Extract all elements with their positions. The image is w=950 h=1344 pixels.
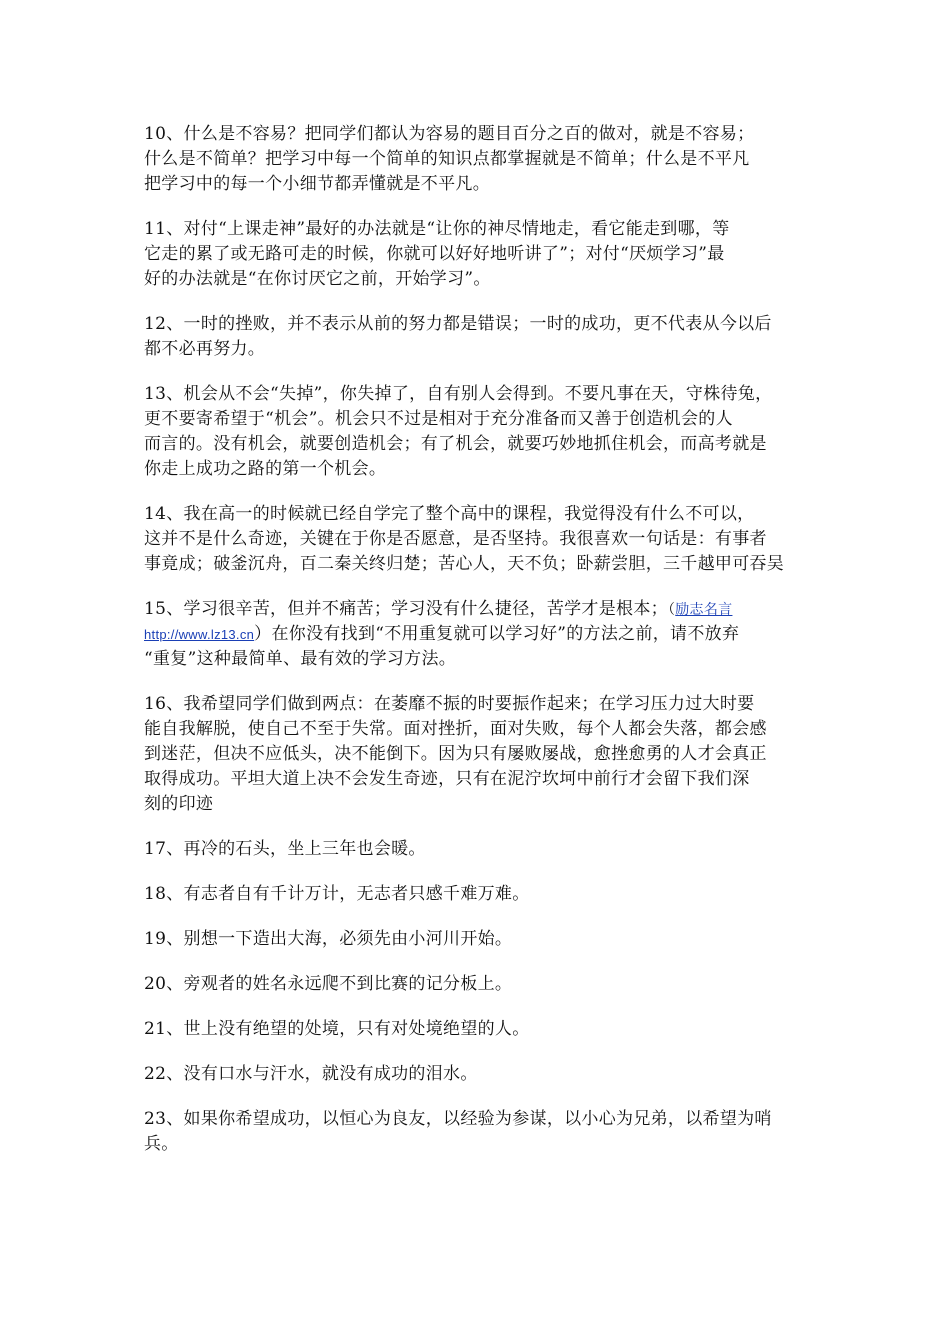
text-line: 20、旁观者的姓名永远爬不到比赛的记分板上。 xyxy=(144,974,513,994)
url-link[interactable]: http://www.lz13.cn xyxy=(144,627,255,642)
paragraph-15-text: 15、学习很辛苦，但并不痛苦；学习没有什么捷径，苦学才是根本； xyxy=(144,599,668,619)
paragraph-18 xyxy=(144,882,808,907)
text-line: 21、世上没有绝望的处境，只有对处境绝望的人。 xyxy=(144,1019,530,1039)
paragraph-23 xyxy=(144,1107,808,1157)
document-body xyxy=(144,122,808,1177)
paragraph-19 xyxy=(144,927,808,952)
text-line xyxy=(144,597,808,622)
paragraph-20 xyxy=(144,972,808,997)
text-line: 取得成功。平坦大道上决不会发生奇迹，只有在泥泞坎坷中前行才会留下我们深 xyxy=(144,769,750,789)
text-line: 什么是不简单？把学习中每一个简单的知识点都掌握就是不简单；什么是不平凡 xyxy=(144,149,750,169)
text-line: 18、有志者自有千计万计，无志者只感千难万难。 xyxy=(144,884,530,904)
paragraph-22 xyxy=(144,1062,808,1087)
text-line: 都不必再努力。 xyxy=(144,339,266,359)
paren-open: （ xyxy=(667,602,676,618)
text-line: 这并不是什么奇迹，关键在于你是否愿意，是否坚持。我很喜欢一句话是：有事者 xyxy=(144,529,767,549)
text-line: 19、别想一下造出大海，必须先由小河川开始。 xyxy=(144,929,513,949)
text-line: 22、没有口水与汗水，就没有成功的泪水。 xyxy=(144,1064,478,1084)
paragraph-15-text: ）在你没有找到“不用重复就可以学习好”的方法之前，请不放弃 xyxy=(254,624,740,644)
text-line: 事竟成；破釜沉舟，百二秦关终归楚；苦心人，天不负；卧薪尝胆，三千越甲可吞吴 xyxy=(144,554,785,574)
text-line: 14、我在高一的时候就已经自学完了整个高中的课程，我觉得没有什么不可以， xyxy=(144,504,755,524)
text-line: 23、如果你希望成功，以恒心为良友，以经验为参谋，以小心为兄弟，以希望为哨 xyxy=(144,1109,772,1129)
text-line: 13、机会从不会“失掉”，你失掉了，自有别人会得到。不要凡事在天，守株待兔， xyxy=(144,384,773,404)
paragraph-12 xyxy=(144,312,808,362)
paragraph-15 xyxy=(144,597,808,672)
text-line: 而言的。没有机会，就要创造机会；有了机会，就要巧妙地抓住机会，而高考就是 xyxy=(144,434,767,454)
text-line: 刻的印迹 xyxy=(144,794,214,814)
text-line xyxy=(144,622,808,647)
text-line: 你走上成功之路的第一个机会。 xyxy=(144,459,387,479)
text-line: 到迷茫，但决不应低头，决不能倒下。因为只有屡败屡战，愈挫愈勇的人才会真正 xyxy=(144,744,767,764)
paragraph-21 xyxy=(144,1017,808,1042)
paragraph-11 xyxy=(144,217,808,292)
text-line: 16、我希望同学们做到两点：在萎靡不振的时要振作起来；在学习压力过大时要 xyxy=(144,694,755,714)
text-line: 能自我解脱，使自己不至于失常。面对挫折，面对失败，每个人都会失落，都会感 xyxy=(144,719,767,739)
text-line: 12、一时的挫败，并不表示从前的努力都是错误；一时的成功，更不代表从今以后 xyxy=(144,314,772,334)
paragraph-16 xyxy=(144,692,808,817)
text-line: 更不要寄希望于“机会”。机会只不过是相对于充分准备而又善于创造机会的人 xyxy=(144,409,733,429)
text-line: 11、对付“上课走神”最好的办法就是“让你的神尽情地走，看它能走到哪，等 xyxy=(144,219,730,239)
paragraph-14 xyxy=(144,502,808,577)
motto-link[interactable]: 励志名言 xyxy=(675,602,733,618)
text-line: 17、再冷的石头，坐上三年也会暖。 xyxy=(144,839,426,859)
paragraph-10 xyxy=(144,122,808,197)
text-line: 兵。 xyxy=(144,1134,179,1154)
text-line: 把学习中的每一个小细节都弄懂就是不平凡。 xyxy=(144,174,490,194)
text-line: 10、什么是不容易？把同学们都认为容易的题目百分之百的做对，就是不容易； xyxy=(144,124,755,144)
text-line: 好的办法就是“在你讨厌它之前，开始学习”。 xyxy=(144,269,491,289)
text-line: “重复”这种最简单、最有效的学习方法。 xyxy=(144,649,457,669)
text-line: 它走的累了或无路可走的时候，你就可以好好地听讲了”；对付“厌烦学习”最 xyxy=(144,244,725,264)
paragraph-13 xyxy=(144,382,808,482)
paragraph-17 xyxy=(144,837,808,862)
